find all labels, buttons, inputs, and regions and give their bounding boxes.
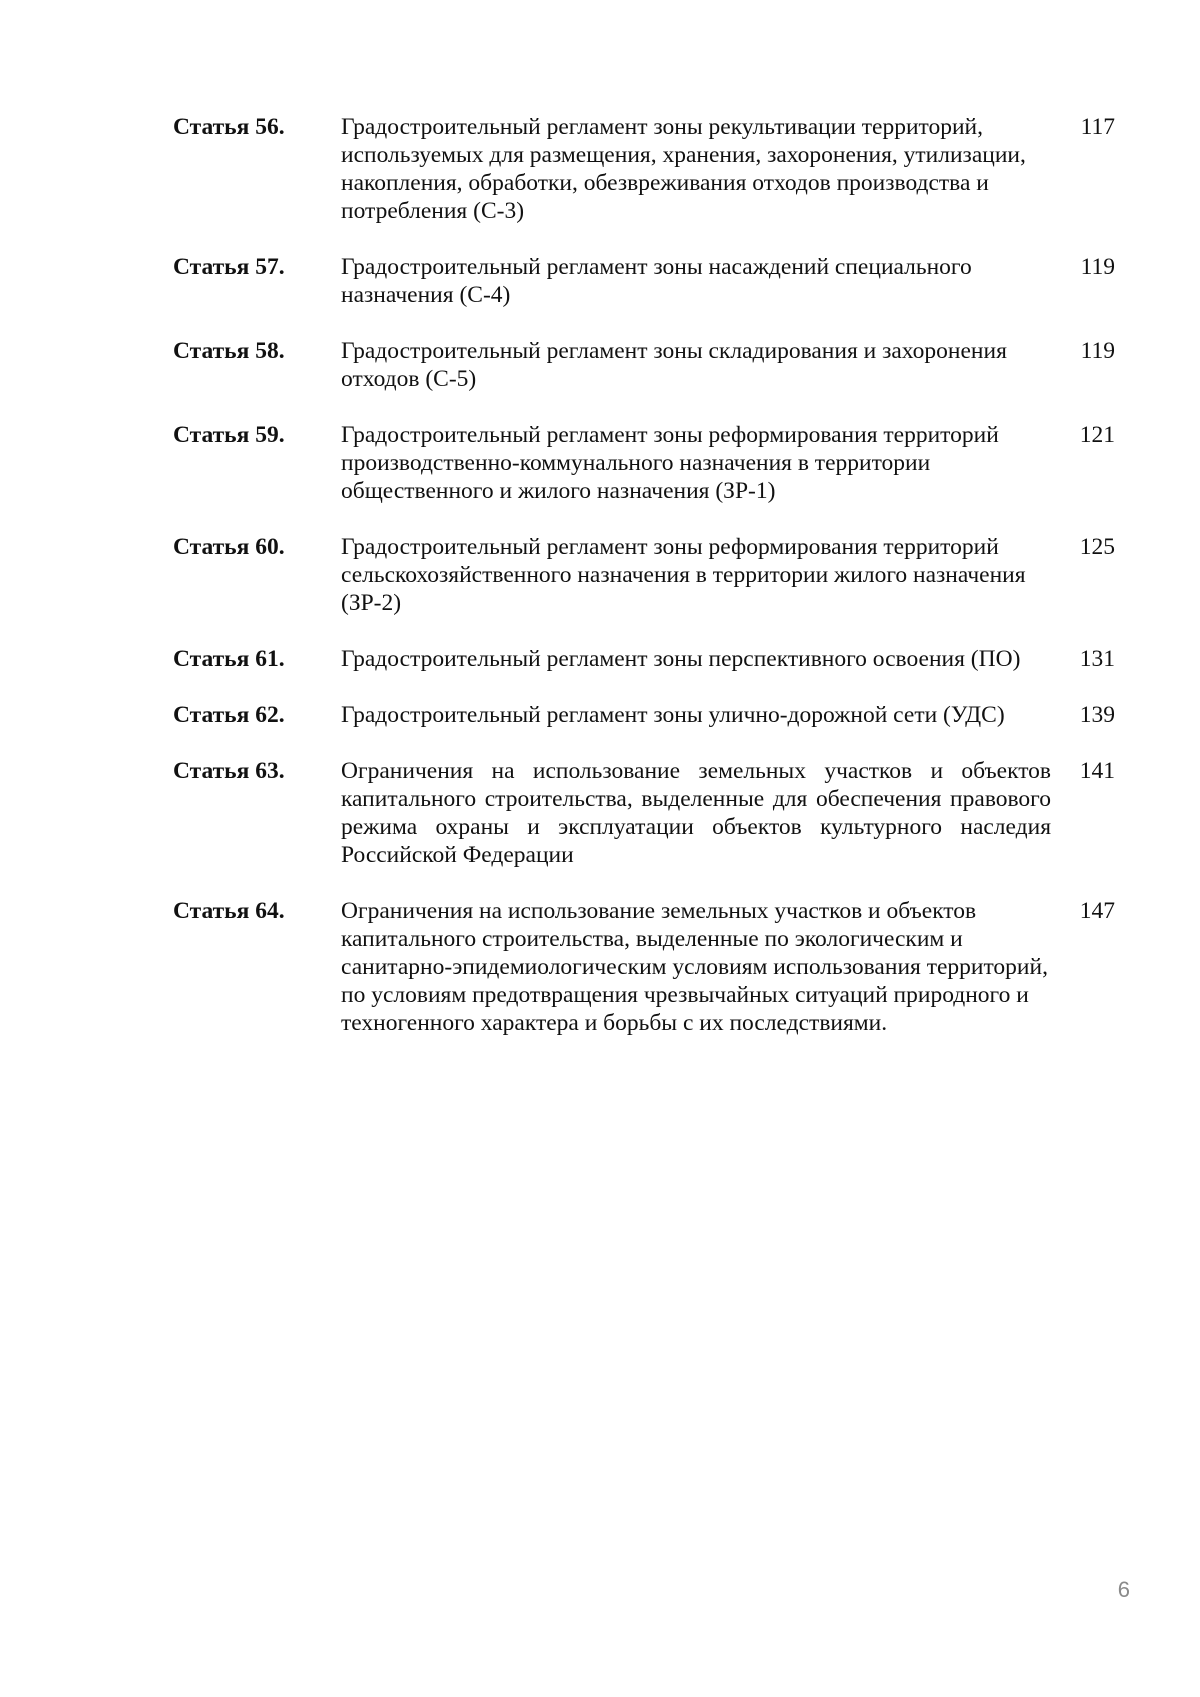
toc-entry-64 <box>173 897 1115 1037</box>
article-page-number: 141 <box>1079 758 1115 784</box>
article-label: Статья 63. <box>173 758 285 784</box>
toc-entry-60 <box>173 533 1115 617</box>
article-label: Статья 58. <box>173 338 285 364</box>
article-label: Статья 61. <box>173 646 285 672</box>
article-page-number: 147 <box>1079 898 1115 924</box>
article-title: Градостроительный регламент зоны улично-дорожной сети (УДС) <box>341 702 1005 728</box>
article-title: Градостроительный регламент зоны рекультивации территорий, используемых для размещения, хранения, захоронения, утилизации, накопления, обработки, обезвреживания отходов производства и потребления (С-3) <box>341 114 1026 224</box>
article-label: Статья 62. <box>173 702 285 728</box>
article-page-number: 117 <box>1080 114 1115 140</box>
article-page-number: 139 <box>1079 702 1115 728</box>
page-number: 6 <box>1117 1577 1130 1602</box>
article-title: Градостроительный регламент зоны реформирования территорий сельскохозяйственного назначения в территории жилого назначения (ЗР-2) <box>341 534 1026 616</box>
article-title: Ограничения на использование земельных участков и объектов капитального строительства, выделенные по экологическим и санитарно-эпидемиологическим условиям использования территорий, по условиям предотвращения чрезвычайных ситуаций природного и техногенного характера и борьбы с их последствиями. <box>341 898 1048 1036</box>
article-page-number: 119 <box>1080 338 1115 364</box>
article-title: Градостроительный регламент зоны перспективного освоения (ПО) <box>341 646 1021 672</box>
article-title: Градостроительный регламент зоны реформирования территорий производственно-коммунального назначения в территории общественного и жилого назначения (ЗР-1) <box>341 422 999 504</box>
toc-entry-62 <box>173 701 1115 729</box>
article-title: Градостроительный регламент зоны складирования и захоронения отходов (С-5) <box>341 338 1007 392</box>
article-label: Статья 57. <box>173 254 285 280</box>
article-title: Ограничения на использование земельных участков и объектов капитального строительства, выделенные для обеспечения правового режима охраны и эксплуатации объектов культурного наследия Российской Федерации <box>341 758 1051 868</box>
toc-entry-59 <box>173 421 1115 505</box>
article-page-number: 131 <box>1079 646 1115 672</box>
toc-entry-63 <box>173 757 1115 869</box>
table-of-contents <box>173 113 1115 1065</box>
toc-entry-56 <box>173 113 1115 225</box>
article-label: Статья 60. <box>173 534 285 560</box>
article-title: Градостроительный регламент зоны насаждений специального назначения (С-4) <box>341 254 972 308</box>
article-page-number: 119 <box>1080 254 1115 280</box>
article-page-number: 125 <box>1079 534 1115 560</box>
toc-entry-57 <box>173 253 1115 309</box>
article-label: Статья 56. <box>173 114 285 140</box>
toc-entry-58 <box>173 337 1115 393</box>
article-label: Статья 64. <box>173 898 285 924</box>
article-label: Статья 59. <box>173 422 285 448</box>
article-page-number: 121 <box>1079 422 1115 448</box>
toc-entry-61 <box>173 645 1115 673</box>
